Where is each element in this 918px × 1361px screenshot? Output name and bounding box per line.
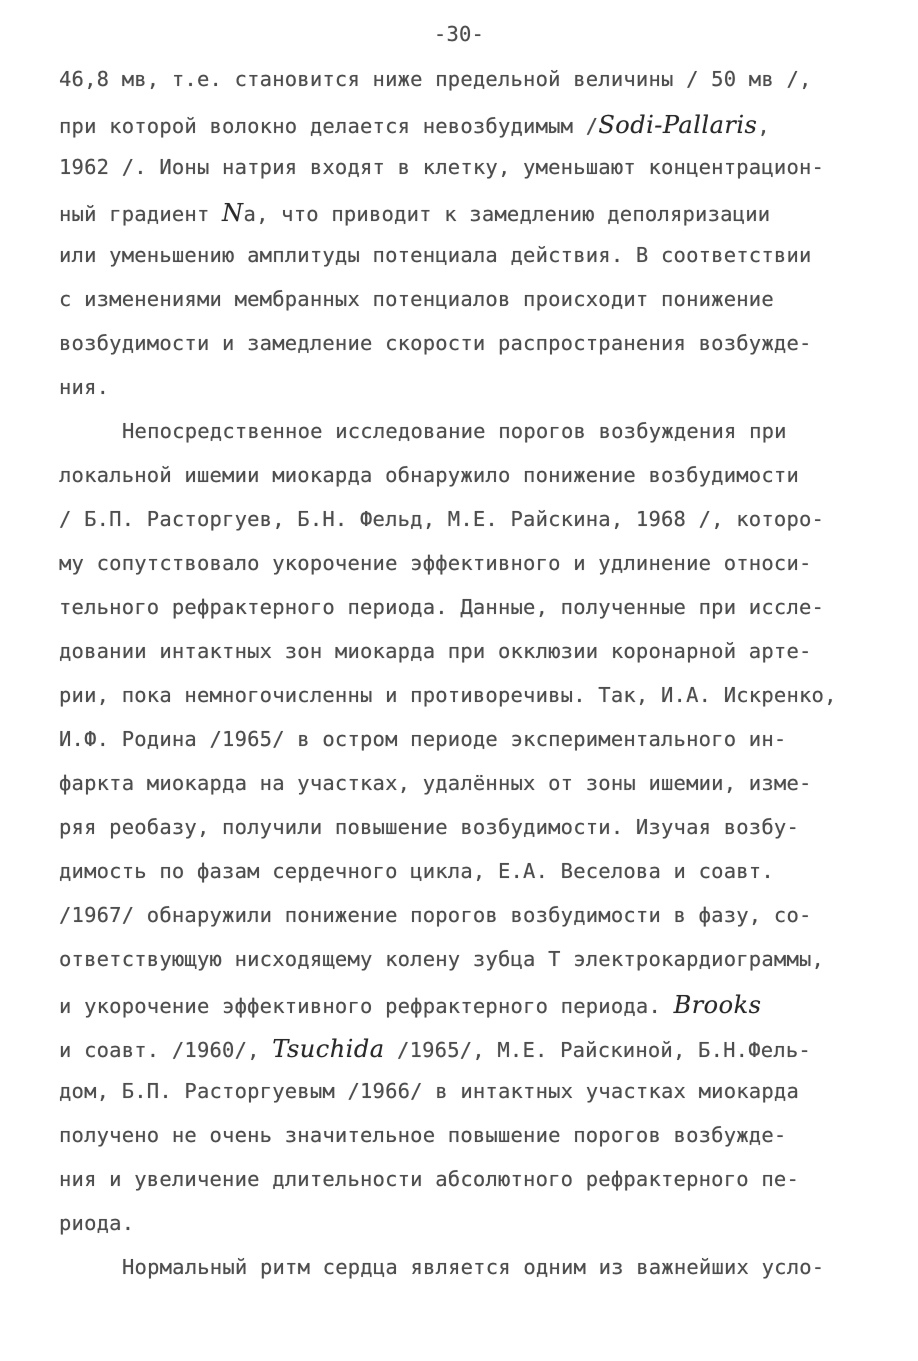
- text-line: или уменьшению амплитуды потенциала действия. В соответствии: [59, 243, 812, 267]
- paragraph-start-line: Нормальный ритм сердца является одним из важнейших усло-: [122, 1255, 825, 1279]
- text-fragment: при которой волокно делается невозбудимым /: [59, 114, 599, 138]
- text-line: ния.: [59, 375, 110, 399]
- text-fragment: и соавт. /1960/,: [59, 1038, 273, 1062]
- text-fragment: ,: [757, 114, 770, 138]
- text-line: ряя реобазу, получили повышение возбудимости. Изучая возбу-: [59, 815, 799, 839]
- text-line: с изменениями мембранных потенциалов происходит понижение: [59, 287, 774, 311]
- text-line: /1967/ обнаружили понижение порогов возбудимости в фазу, со-: [59, 903, 812, 927]
- page-number: -30-: [433, 22, 485, 46]
- text-line: фаркта миокарда на участках, удалённых от зоны ишемии, изме-: [59, 771, 812, 795]
- handwritten-symbol: N: [222, 199, 244, 227]
- text-line: дом, Б.П. Расторгуевым /1966/ в интактных участках миокарда: [59, 1079, 799, 1103]
- text-line: [59, 1035, 811, 1063]
- text-fragment: а, что приводит к замедлению деполяризации: [243, 202, 771, 226]
- text-line: му сопутствовало укорочение эффективного и удлинение относи-: [59, 551, 812, 575]
- text-line: рии, пока немногочисленны и противоречивы. Так, И.А. Искренко,: [59, 683, 837, 707]
- handwritten-author-name: Tsuchida: [272, 1035, 385, 1063]
- text-line: [59, 991, 761, 1019]
- text-line: довании интактных зон миокарда при окклюзии коронарной арте-: [59, 639, 812, 663]
- paragraph-start-line: Непосредственное исследование порогов возбуждения при: [122, 419, 787, 443]
- text-line: [59, 111, 770, 139]
- text-line: димость по фазам сердечного цикла, Е.А. Веселова и соавт.: [59, 859, 774, 883]
- handwritten-author-name: Sodi-Pallaris: [598, 111, 758, 139]
- text-line: риода.: [59, 1211, 135, 1235]
- text-line: ния и увеличение длительности абсолютного рефрактерного пе-: [59, 1167, 799, 1191]
- text-line: локальной ишемии миокарда обнаружило понижение возбудимости: [59, 463, 799, 487]
- text-line: 1962 /. Ионы натрия входят в клетку, уменьшают концентрацион-: [59, 155, 825, 179]
- text-fragment: ный градиент: [59, 202, 223, 226]
- text-line: И.Ф. Родина /1965/ в остром периоде экспериментального ин-: [59, 727, 787, 751]
- text-line: / Б.П. Расторгуев, Б.Н. Фельд, М.Е. Райскина, 1968 /, которо-: [59, 507, 825, 531]
- text-line: тельного рефрактерного периода. Данные, полученные при иссле-: [59, 595, 825, 619]
- text-fragment: и укорочение эффективного рефрактерного периода.: [59, 994, 674, 1018]
- text-line: ответствующую нисходящему колену зубца Т электрокардиограммы,: [59, 947, 825, 971]
- handwritten-author-name: Brooks: [673, 991, 762, 1019]
- text-line: [59, 199, 770, 227]
- text-line: 46,8 мв, т.е. становится ниже предельной величины / 50 мв /,: [59, 67, 812, 91]
- text-fragment: /1965/, М.Е. Райскиной, Б.Н.Фель-: [384, 1038, 811, 1062]
- text-line: возбудимости и замедление скорости распространения возбужде-: [59, 331, 812, 355]
- text-line: получено не очень значительное повышение порогов возбужде-: [59, 1123, 787, 1147]
